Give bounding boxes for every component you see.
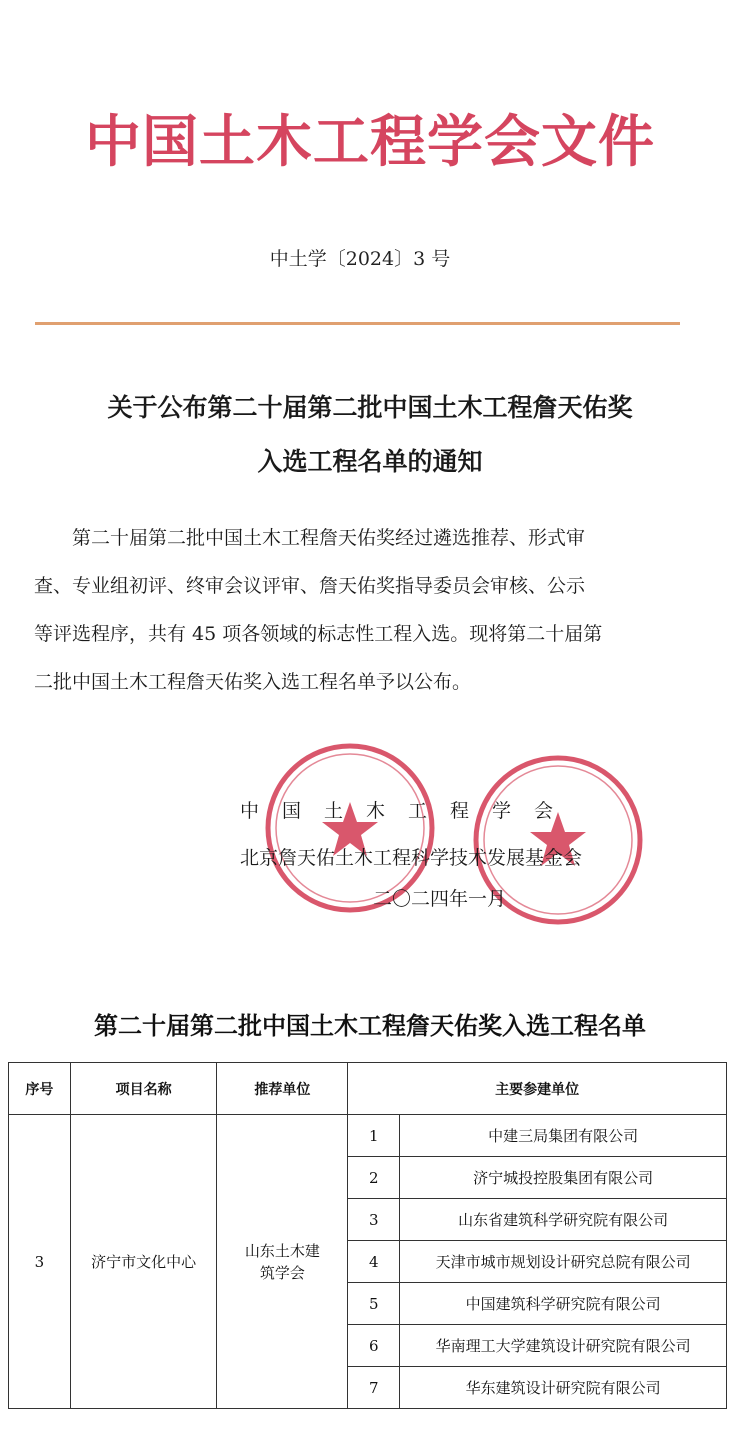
- signature-org1: 中 国 土 木 工 程 学 会: [240, 800, 556, 822]
- notice-title-line2: 入选工程名单的通知: [257, 447, 483, 476]
- notice-body-line: 等评选程序，共有 45 项各领域的标志性工程入选。现将第二十届第: [34, 623, 603, 645]
- row-recommender: [217, 1115, 348, 1409]
- notice-body: [34, 514, 694, 706]
- award-list-table: [8, 1062, 727, 1409]
- participant-name: 华东建筑设计研究院有限公司: [400, 1367, 727, 1409]
- participant-name: 天津市城市规划设计研究总院有限公司: [400, 1241, 727, 1283]
- header-project: 项目名称: [70, 1063, 217, 1115]
- header-recommender: 推荐单位: [217, 1063, 348, 1115]
- header-participants: 主要参建单位: [348, 1063, 727, 1115]
- notice-body-line: 查、专业组初评、终审会议评审、詹天佑奖指导委员会审核、公示: [34, 575, 586, 597]
- row-seq: 3: [9, 1115, 71, 1409]
- row-project-name: 济宁市文化中心: [70, 1115, 217, 1409]
- participant-no: 6: [348, 1325, 400, 1367]
- table-header-row: [9, 1063, 727, 1115]
- participant-name: 华南理工大学建筑设计研究院有限公司: [400, 1325, 727, 1367]
- notice-title-line1: 关于公布第二十届第二批中国土木工程詹天佑奖: [107, 393, 633, 422]
- header-divider: [35, 322, 680, 325]
- document-header-title: 中国土木工程学会文件: [85, 110, 655, 175]
- award-list-title: 第二十届第二批中国土木工程詹天佑奖入选工程名单: [94, 1011, 646, 1040]
- recommender-text: 山东土木建筑学会: [244, 1241, 320, 1282]
- participant-name: 中建三局集团有限公司: [400, 1115, 727, 1157]
- signature-org2: 北京詹天佑土木工程科学技术发展基金会: [240, 847, 583, 869]
- participant-no: 5: [348, 1283, 400, 1325]
- document-number: 中土学〔2024〕3 号: [269, 248, 451, 270]
- notice-body-line: 二批中国土木工程詹天佑奖入选工程名单予以公布。: [34, 671, 472, 693]
- participant-name: 济宁城投控股集团有限公司: [400, 1157, 727, 1199]
- participant-no: 2: [348, 1157, 400, 1199]
- participant-name: 中国建筑科学研究院有限公司: [400, 1283, 727, 1325]
- participant-no: 7: [348, 1367, 400, 1409]
- participant-name: 山东省建筑科学研究院有限公司: [400, 1199, 727, 1241]
- header-seq: 序号: [9, 1063, 71, 1115]
- participant-no: 3: [348, 1199, 400, 1241]
- participant-no: 4: [348, 1241, 400, 1283]
- notice-body-line: 第二十届第二批中国土木工程詹天佑奖经过遴选推荐、形式审: [72, 527, 586, 549]
- signature-date: 二〇二四年一月: [373, 888, 507, 910]
- table-row: [9, 1115, 727, 1157]
- participant-no: 1: [348, 1115, 400, 1157]
